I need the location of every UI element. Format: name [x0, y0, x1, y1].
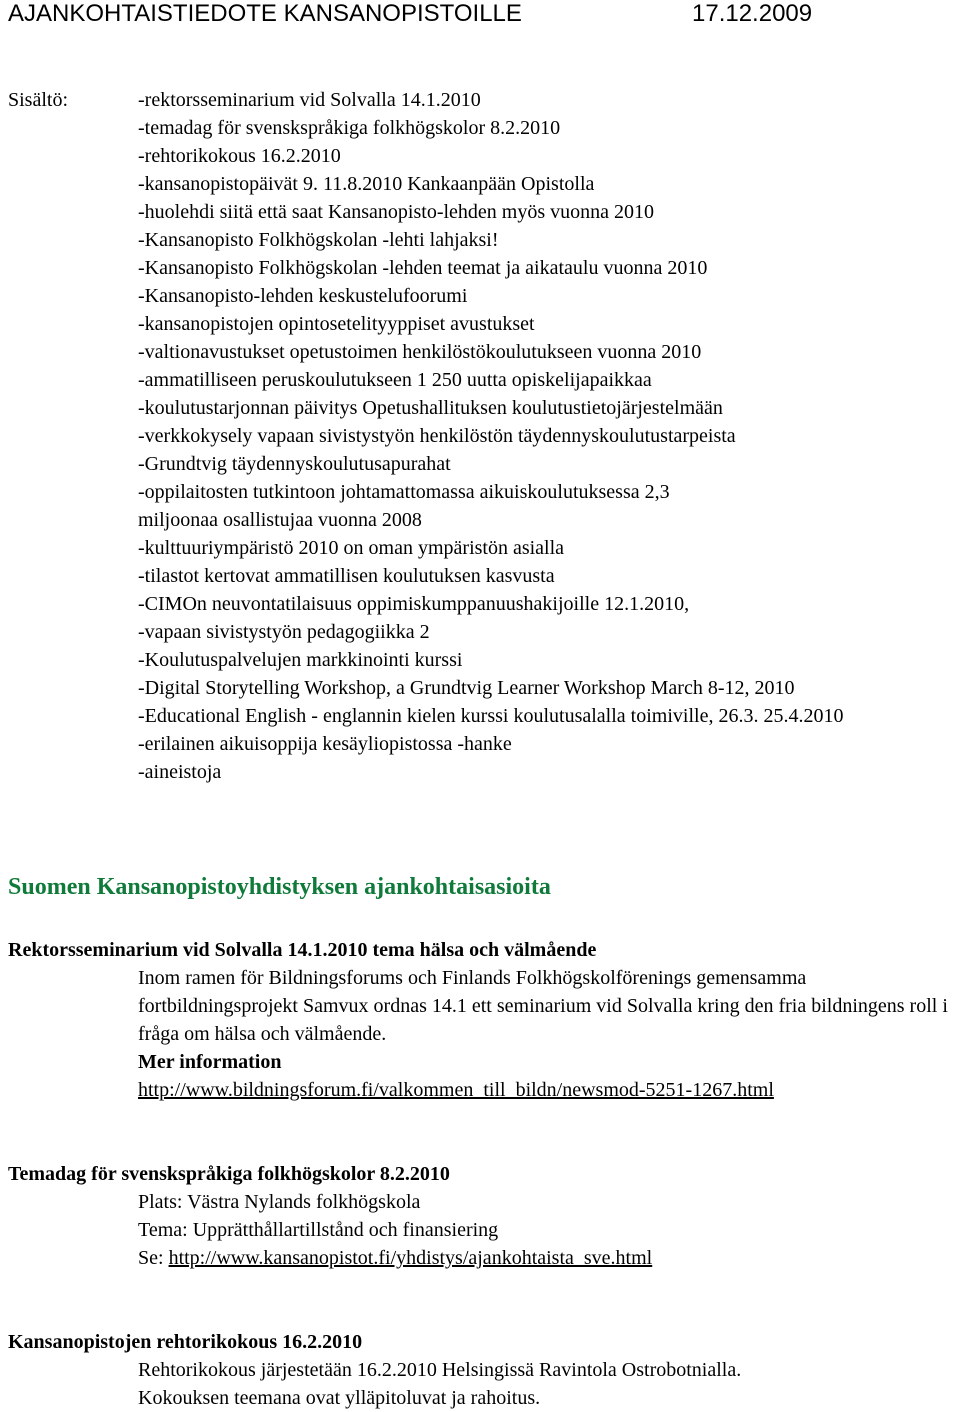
contents-item: -Kansanopisto-lehden keskustelufoorumi [138, 285, 468, 307]
contents-item: -erilainen aikuisoppija kesäyliopistossa -hanke [138, 733, 512, 755]
section-title: Suomen Kansanopistoyhdistyksen ajankohtaisasioita [8, 874, 551, 900]
contents-item: -verkkokysely vapaan sivistystyön henkilöstön täydennyskoulutustarpeista [138, 425, 736, 447]
contents-item: -rehtorikokous 16.2.2010 [138, 145, 341, 167]
rektor-section [8, 936, 958, 1104]
contents-label: Sisältö: [8, 89, 69, 111]
contents-item: -huolehdi siitä että saat Kansanopisto-lehden myös vuonna 2010 [138, 201, 655, 223]
temadag-link[interactable]: http://www.kansanopistot.fi/yhdistys/ajankohtaista_sve.html [168, 1247, 653, 1269]
rehtori-section [8, 1328, 958, 1412]
contents-item: -aineistoja [138, 761, 222, 783]
temadag-place: Plats: Västra Nylands folkhögskola [138, 1191, 421, 1213]
contents-list [138, 86, 958, 786]
rehtori-line1: Rehtorikokous järjestetään 16.2.2010 Helsingissä Ravintola Ostrobotnialla. [138, 1359, 742, 1381]
rektor-heading: Rektorsseminarium vid Solvalla 14.1.2010 tema hälsa och välmående [8, 939, 597, 961]
contents-item: -ammatilliseen peruskoulutukseen 1 250 uutta opiskelijapaikkaa [138, 369, 652, 391]
contents-item: -Grundtvig täydennyskoulutusapurahat [138, 453, 451, 475]
contents-item: -Koulutuspalvelujen markkinointi kurssi [138, 649, 463, 671]
contents-item: -oppilaitosten tutkintoon johtamattomassa aikuiskoulutuksessa 2,3 miljoonaa osallistujaa vuonna 2008 [138, 481, 670, 531]
temadag-heading: Temadag för svenskspråkiga folkhögskolor 8.2.2010 [8, 1163, 450, 1185]
contents-item: -Educational English - englannin kielen kurssi koulutusalalla toimiville, 26.3. 25.4.2010 [138, 705, 844, 727]
contents-item: -Digital Storytelling Workshop, a Grundtvig Learner Workshop March 8-12, 2010 [138, 677, 795, 699]
contents-item: -Kansanopisto Folkhögskolan -lehden teemat ja aikataulu vuonna 2010 [138, 257, 708, 279]
temadag-body [138, 1188, 958, 1272]
rektor-body [138, 964, 958, 1104]
title-text: AJANKOHTAISTIEDOTE KANSANOPISTOILLE [8, 0, 522, 27]
temadag-see [138, 1244, 958, 1272]
rektor-text: Inom ramen för Bildningsforums och Finlands Folkhögskolförenings gemensamma fortbildningsprojekt Samvux ordnas 14.1 ett seminarium vid Solvalla kring den fria bildningens roll i fråga om hälsa och välmående. [138, 967, 948, 1045]
rehtori-line2: Kokouksen teemana ovat ylläpitoluvat ja rahoitus. [138, 1387, 541, 1409]
contents-item: -rektorsseminarium vid Solvalla 14.1.2010 [138, 89, 481, 111]
contents-item: -CIMOn neuvontatilaisuus oppimiskumppanuushakijoille 12.1.2010, [138, 593, 690, 615]
contents-item: -kansanopistopäivät 9. 11.8.2010 Kankaanpään Opistolla [138, 173, 595, 195]
rektor-link[interactable]: http://www.bildningsforum.fi/valkommen_till_bildn/newsmod-5251-1267.html [138, 1079, 774, 1101]
contents-item: -valtionavustukset opetustoimen henkilöstökoulutukseen vuonna 2010 [138, 341, 702, 363]
see-label: Se: [138, 1247, 169, 1269]
document-date: 17.12.2009 [692, 0, 813, 27]
contents-item: -temadag för svenskspråkiga folkhögskolor 8.2.2010 [138, 117, 561, 139]
temadag-section [8, 1160, 958, 1272]
rehtori-heading: Kansanopistojen rehtorikokous 16.2.2010 [8, 1331, 363, 1353]
contents-item: -Kansanopisto Folkhögskolan -lehti lahjaksi! [138, 229, 499, 251]
contents-item: -tilastot kertovat ammatillisen koulutuksen kasvusta [138, 565, 555, 587]
rehtori-body [138, 1356, 958, 1412]
contents-item: -kulttuuriympäristö 2010 on oman ympäristön asialla [138, 537, 565, 559]
temadag-theme: Tema: Upprätthållartillstånd och finansiering [138, 1219, 499, 1241]
contents-item: -kansanopistojen opintosetelityyppiset avustukset [138, 313, 535, 335]
contents-item: -vapaan sivistystyön pedagogiikka 2 [138, 621, 430, 643]
more-info-label: Mer information [138, 1051, 282, 1073]
document-title [8, 0, 948, 28]
contents-item: -koulutustarjonnan päivitys Opetushallituksen koulutustietojärjestelmään [138, 397, 723, 419]
